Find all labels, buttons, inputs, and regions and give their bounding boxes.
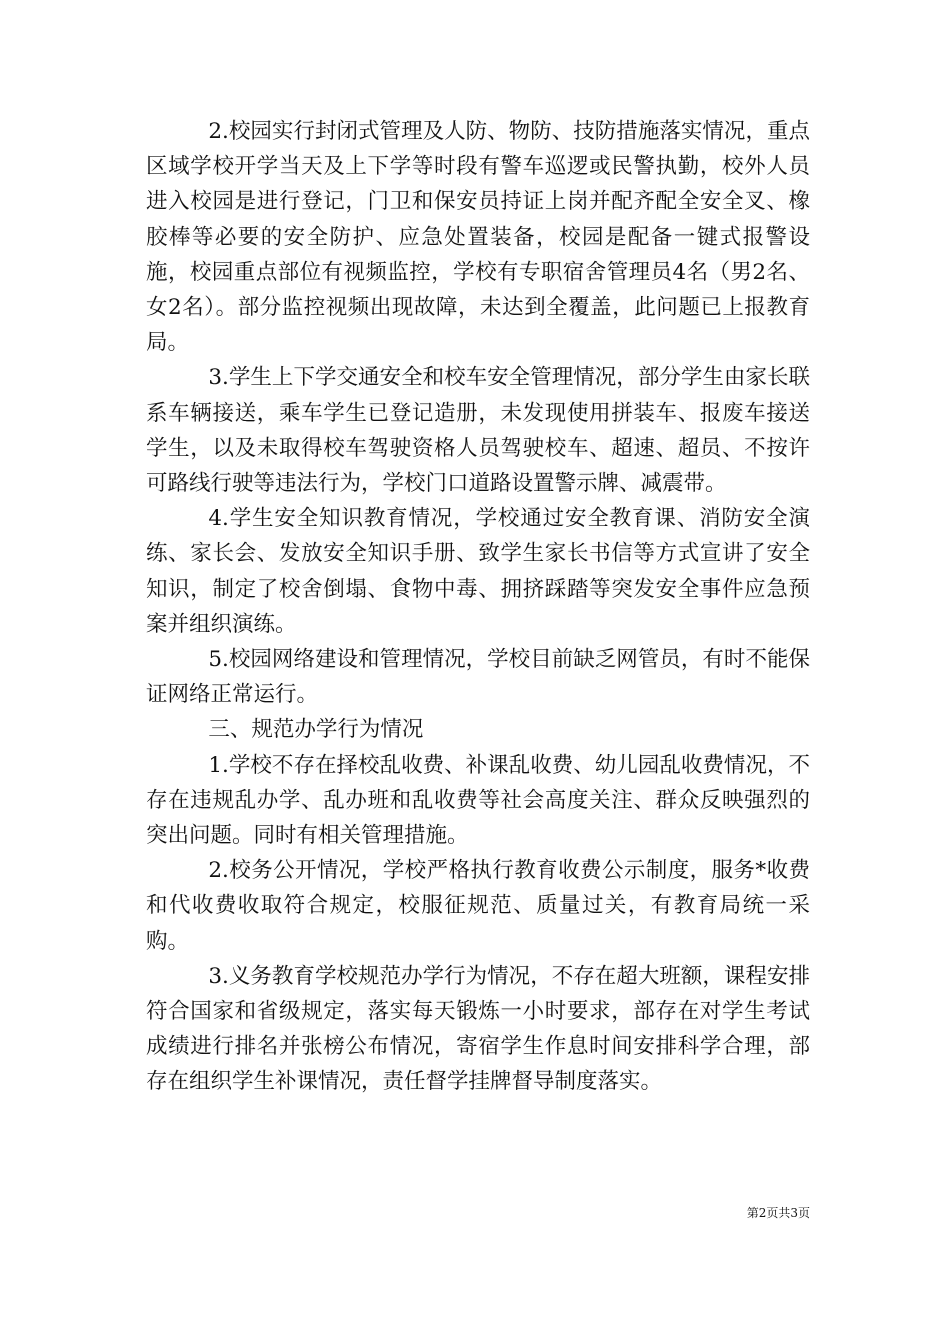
paragraph-network-management: 5.校园网络建设和管理情况，学校目前缺乏网管员，有时不能保证网络正常运行。 bbox=[146, 647, 810, 708]
paragraph-campus-closed-management: 2.校园实行封闭式管理及人防、物防、技防措施落实情况，重点区域学校开学当天及上下学等时段有警车巡逻或民警执勤，校外人员进入校园是进行登记，门卫和保安员持证上岗并配齐配全安全叉、橡胶棒等必要的安全防护、应急处置装备，校园是配备一键式报警设施，校园重点部位有视频监控，学校有专职宿舍管理员4名（男2名、女2名）。部分监控视频出现故障，未达到全覆盖，此问题已上报教育局。 bbox=[146, 119, 810, 356]
paragraph-fees: 1.学校不存在择校乱收费、补课乱收费、幼儿园乱收费情况，不存在违规乱办学、乱办班和乱收费等社会高度关注、群众反映强烈的突出问题。同时有相关管理措施。 bbox=[146, 752, 810, 849]
paragraph-school-affairs-disclosure: 2.校务公开情况，学校严格执行教育收费公示制度，服务*收费和代收费收取符合规定，校服征规范、质量过关，有教育局统一采购。 bbox=[146, 858, 810, 954]
page-number-footer: 第2页共3页 bbox=[746, 1206, 810, 1220]
paragraph-compulsory-education: 3.义务教育学校规范办学行为情况，不存在超大班额，课程安排符合国家和省级规定，落实每天锻炼一小时要求，部存在对学生考试成绩进行排名并张榜公布情况，寄宿学生作息时间安排科学合理，部存在组织学生补课情况，责任督学挂牌督导制度落实。 bbox=[146, 963, 810, 1095]
document-body bbox=[146, 114, 810, 1100]
paragraph-safety-education: 4.学生安全知识教育情况，学校通过安全教育课、消防安全演练、家长会、发放安全知识手册、致学生家长书信等方式宣讲了安全知识，制定了校舍倒塌、食物中毒、拥挤踩踏等突发安全事件应急预案并组织演练。 bbox=[146, 506, 810, 637]
section-heading-standard-schooling: 三、规范办学行为情况 bbox=[208, 717, 424, 743]
paragraph-traffic-safety: 3.学生上下学交通安全和校车安全管理情况，部分学生由家长联系车辆接送，乘车学生已登记造册，未发现使用拼装车、报废车接送学生，以及未取得校车驾驶资格人员驾驶校车、超速、超员、不按许可路线行驶等违法行为，学校门口道路设置警示牌、减震带。 bbox=[146, 365, 810, 497]
